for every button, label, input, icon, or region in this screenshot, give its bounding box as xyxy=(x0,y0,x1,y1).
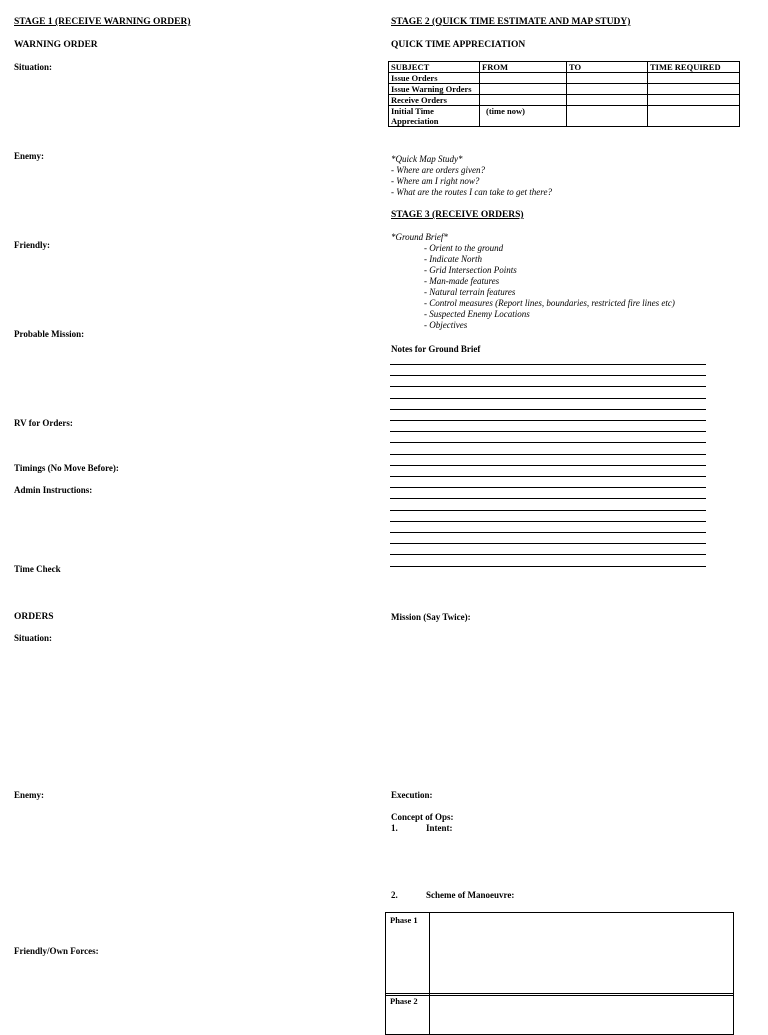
note-line xyxy=(390,442,706,443)
list-item: - Objectives xyxy=(424,320,468,330)
execution-label: Execution: xyxy=(391,790,433,800)
table-cell xyxy=(567,84,648,95)
table-header: TIME REQUIRED xyxy=(648,62,740,73)
table-cell xyxy=(648,106,740,127)
ground-brief-list xyxy=(391,243,675,331)
stage1-title: STAGE 1 (RECEIVE WARNING ORDER) xyxy=(14,17,191,27)
phase-2-label: Phase 2 xyxy=(386,994,430,1034)
scheme-number: 2. xyxy=(391,890,398,900)
table-row xyxy=(389,73,740,84)
table-cell xyxy=(567,73,648,84)
phase-2-box xyxy=(385,993,734,1035)
note-line xyxy=(390,498,706,499)
map-study-title: *Quick Map Study* xyxy=(391,154,463,164)
orders-enemy-label: Enemy: xyxy=(14,790,44,800)
list-item: - Where are orders given? xyxy=(391,165,485,175)
time-table xyxy=(388,61,740,127)
note-line xyxy=(390,420,706,421)
ground-brief xyxy=(391,232,675,331)
list-item: - Control measures (Report lines, boundaries, restricted fire lines etc) xyxy=(424,298,675,308)
map-study xyxy=(391,154,552,198)
table-cell: Issue Orders xyxy=(389,73,480,84)
table-cell xyxy=(648,95,740,106)
table-cell xyxy=(648,73,740,84)
qta-heading: QUICK TIME APPRECIATION xyxy=(391,40,526,50)
table-cell xyxy=(480,95,567,106)
notes-title: Notes for Ground Brief xyxy=(391,344,481,354)
admin-label: Admin Instructions: xyxy=(14,485,93,495)
note-line xyxy=(390,521,706,522)
stage2-title: STAGE 2 (QUICK TIME ESTIMATE AND MAP STUDY) xyxy=(391,17,631,27)
note-line xyxy=(390,386,706,387)
table-header: TO xyxy=(567,62,648,73)
intent-number: 1. xyxy=(391,823,398,833)
note-line xyxy=(390,510,706,511)
list-item: - What are the routes I can take to get there? xyxy=(391,187,552,197)
table-cell: Issue Warning Orders xyxy=(389,84,480,95)
table-cell: Initial Time Appreciation xyxy=(389,106,480,127)
friendly-own-forces-label: Friendly/Own Forces: xyxy=(14,946,99,956)
list-item: - Where am I right now? xyxy=(391,176,480,186)
note-line xyxy=(390,476,706,477)
table-cell: Receive Orders xyxy=(389,95,480,106)
table-cell xyxy=(480,84,567,95)
stage3-title: STAGE 3 (RECEIVE ORDERS) xyxy=(391,210,524,220)
note-line xyxy=(390,543,706,544)
list-item: - Man-made features xyxy=(424,276,500,286)
enemy-label: Enemy: xyxy=(14,151,44,161)
time-check-label: Time Check xyxy=(14,564,61,574)
list-item: - Suspected Enemy Locations xyxy=(424,309,530,319)
note-line xyxy=(390,398,706,399)
friendly-label: Friendly: xyxy=(14,240,50,250)
concept-label: Concept of Ops: xyxy=(391,812,454,822)
note-line xyxy=(390,364,706,365)
note-line xyxy=(390,554,706,555)
phase-1-label: Phase 1 xyxy=(386,913,430,995)
table-row xyxy=(389,95,740,106)
orders-situation-label: Situation: xyxy=(14,633,53,643)
note-line xyxy=(390,532,706,533)
list-item: - Grid Intersection Points xyxy=(424,265,517,275)
phase-1-box xyxy=(385,912,734,996)
note-line xyxy=(390,431,706,432)
note-line xyxy=(390,409,706,410)
table-cell: (time now) xyxy=(480,106,567,127)
note-line xyxy=(390,465,706,466)
table-header: SUBJECT xyxy=(389,62,480,73)
table-cell xyxy=(567,106,648,127)
list-item: - Orient to the ground xyxy=(424,243,504,253)
table-header-row xyxy=(389,62,740,73)
note-line xyxy=(390,487,706,488)
probable-mission-label: Probable Mission: xyxy=(14,329,85,339)
note-line xyxy=(390,566,706,567)
list-item: - Natural terrain features xyxy=(424,287,516,297)
table-cell xyxy=(648,84,740,95)
table-cell xyxy=(480,73,567,84)
orders-heading: ORDERS xyxy=(14,612,54,622)
note-line xyxy=(390,454,706,455)
table-row xyxy=(389,84,740,95)
list-item: - Indicate North xyxy=(424,254,482,264)
ground-brief-title: *Ground Brief* xyxy=(391,232,448,242)
situation-label: Situation: xyxy=(14,62,53,72)
timings-label: Timings (No Move Before): xyxy=(14,463,119,473)
intent-label: Intent: xyxy=(426,823,453,833)
note-line xyxy=(390,375,706,376)
scheme-label: Scheme of Manoeuvre: xyxy=(426,890,515,900)
table-cell xyxy=(567,95,648,106)
mission-label: Mission (Say Twice): xyxy=(391,612,471,622)
warning-order-heading: WARNING ORDER xyxy=(14,40,98,50)
rv-orders-label: RV for Orders: xyxy=(14,418,73,428)
table-header: FROM xyxy=(480,62,567,73)
table-row xyxy=(389,106,740,127)
